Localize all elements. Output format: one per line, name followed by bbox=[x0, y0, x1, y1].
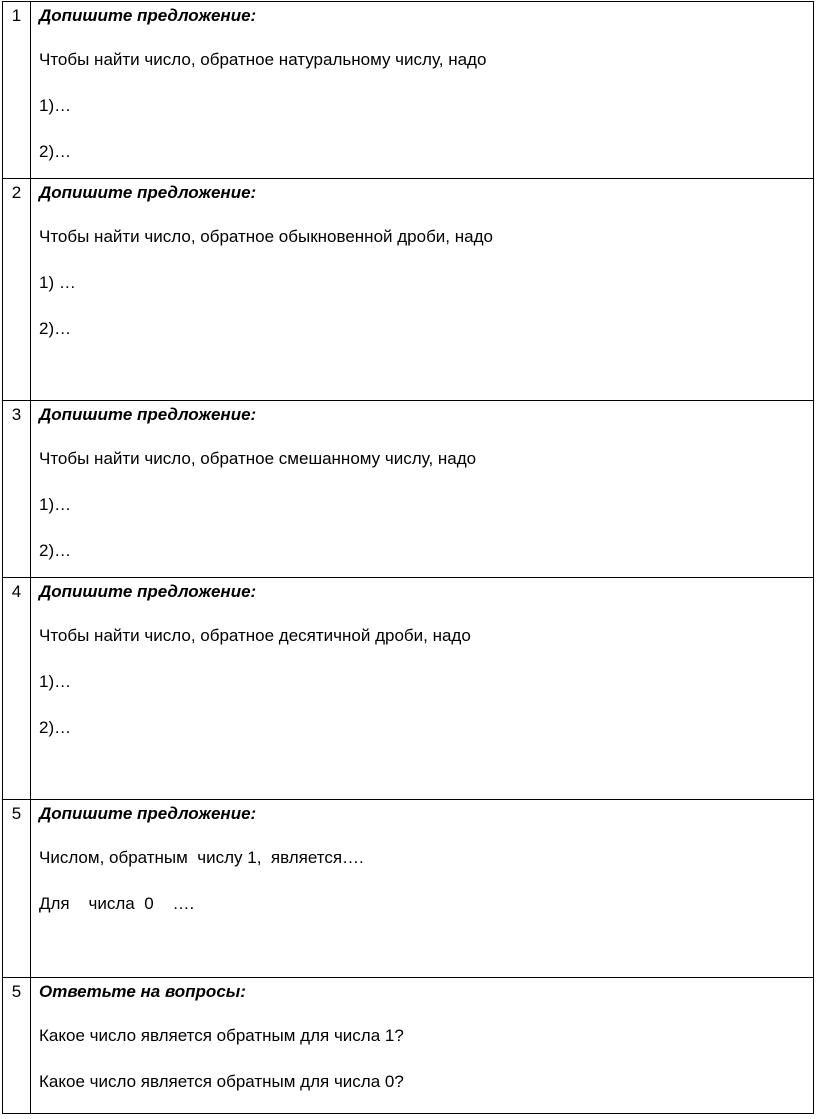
task-row bbox=[3, 401, 814, 578]
task-line: Чтобы найти число, обратное смешанному числу, надо bbox=[39, 449, 477, 468]
task-number: 5 bbox=[3, 978, 31, 1114]
task-number: 3 bbox=[3, 401, 31, 578]
task-row bbox=[3, 2, 814, 179]
task-content bbox=[31, 978, 814, 1114]
task-content bbox=[31, 179, 814, 401]
task-heading: Допишите предложение: bbox=[39, 405, 257, 424]
task-line: Числом, обратным числу 1, является…. bbox=[39, 848, 364, 867]
task-line: Для числа 0 …. bbox=[39, 894, 195, 913]
tasks-table bbox=[2, 1, 814, 1114]
task-line: Чтобы найти число, обратное натуральному числу, надо bbox=[39, 50, 487, 69]
task-content bbox=[31, 2, 814, 179]
task-line: Чтобы найти число, обратное десятичной дроби, надо bbox=[39, 626, 471, 645]
task-content bbox=[31, 401, 814, 578]
task-number: 5 bbox=[3, 800, 31, 978]
task-line: Какое число является обратным для числа 1? bbox=[39, 1026, 404, 1045]
task-line: 2)… bbox=[39, 319, 72, 338]
task-number: 2 bbox=[3, 179, 31, 401]
task-line: Какое число является обратным для числа 0? bbox=[39, 1072, 404, 1091]
task-line: 2)… bbox=[39, 142, 72, 161]
task-line: Чтобы найти число, обратное обыкновенной дроби, надо bbox=[39, 227, 493, 246]
task-line: 1)… bbox=[39, 495, 72, 514]
task-heading: Допишите предложение: bbox=[39, 183, 257, 202]
task-row bbox=[3, 978, 814, 1114]
task-line: 2)… bbox=[39, 718, 72, 737]
task-line: 1)… bbox=[39, 96, 72, 115]
task-line: 1) … bbox=[39, 273, 76, 292]
task-content bbox=[31, 800, 814, 978]
task-row bbox=[3, 179, 814, 401]
task-line: 1)… bbox=[39, 672, 72, 691]
task-heading: Ответьте на вопросы: bbox=[39, 982, 246, 1001]
task-heading: Допишите предложение: bbox=[39, 804, 257, 823]
task-line: 2)… bbox=[39, 541, 72, 560]
task-heading: Допишите предложение: bbox=[39, 582, 257, 601]
task-content bbox=[31, 578, 814, 800]
task-row bbox=[3, 800, 814, 978]
task-row bbox=[3, 578, 814, 800]
task-heading: Допишите предложение: bbox=[39, 6, 257, 25]
task-number: 4 bbox=[3, 578, 31, 800]
task-number: 1 bbox=[3, 2, 31, 179]
